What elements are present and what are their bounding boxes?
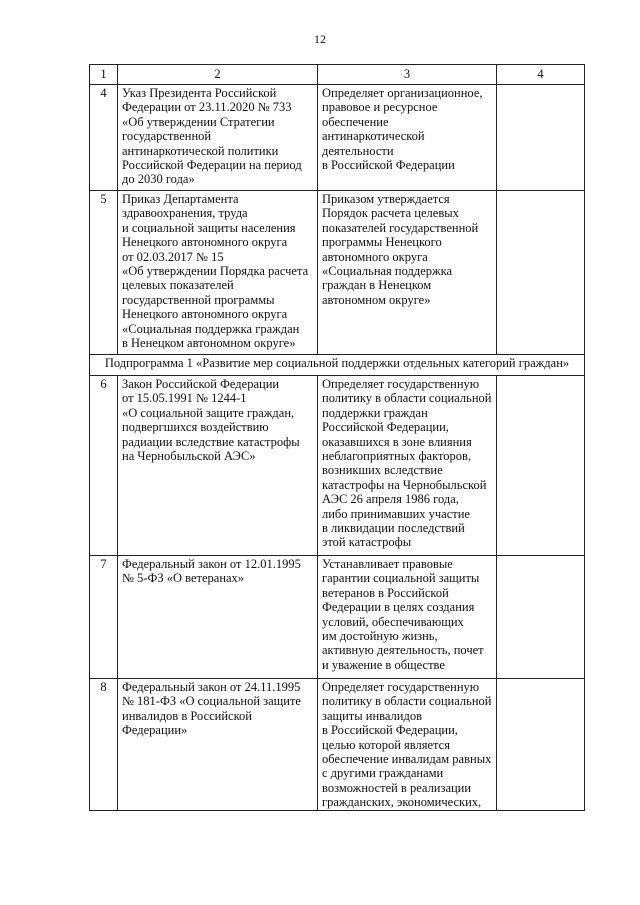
cell-line: возникших вследствие [322, 463, 443, 478]
note-cell [497, 85, 585, 191]
cell-line: автономного округа [322, 249, 428, 264]
cell-line: либо принимавших участие [322, 506, 470, 521]
cell-line: Российской Федерации, [322, 420, 449, 435]
cell-line: Федерации от 23.11.2020 № 733 [122, 100, 292, 115]
cell-line: государственной программы [122, 292, 275, 307]
cell-line: Приказ Департамента [122, 192, 239, 206]
document-name-cell [118, 85, 318, 191]
cell-line: обеспечение [322, 114, 389, 129]
note-cell [497, 376, 585, 556]
cell-line: Закон Российской Федерации [122, 377, 280, 391]
cell-line: подвергшихся воздействию [122, 420, 269, 435]
cell-line: ветеранов в Российской [322, 585, 449, 600]
cell-line: «Об утверждении Стратегии [122, 114, 275, 129]
document-name-cell [118, 191, 318, 355]
cell-line: защиты инвалидов [322, 708, 422, 723]
cell-line: Ненецкого автономного округа [122, 235, 288, 250]
cell-line: до 2030 года» [122, 172, 195, 187]
cell-line: Указ Президента Российской [122, 86, 277, 100]
table-row [90, 679, 585, 811]
cell-line: Приказом утверждается [322, 192, 450, 206]
column-header: 4 [497, 65, 585, 85]
cell-line: обеспечение инвалидам равных [322, 752, 492, 767]
row-number: 8 [90, 679, 118, 811]
cell-line: «Социальная поддержка [322, 264, 453, 279]
cell-line: поддержки граждан [322, 405, 428, 420]
note-cell [497, 191, 585, 355]
cell-line: граждан в Ненецком [322, 278, 432, 293]
cell-line: Федерации» [122, 723, 188, 738]
cell-line: Федеральный закон от 12.01.1995 [122, 557, 301, 571]
table-row [90, 85, 585, 191]
cell-line: правовое и ресурсное [322, 100, 438, 115]
cell-line: Федеральный закон от 24.11.1995 [122, 680, 301, 694]
cell-line: от 02.03.2017 № 15 [122, 249, 224, 264]
table-header-row [90, 65, 585, 85]
cell-line: в ликвидации последствий [322, 521, 465, 536]
cell-line: условий, обеспечивающих [322, 614, 464, 629]
document-table [89, 64, 585, 811]
cell-line: и уважение в обществе [322, 657, 445, 672]
cell-line: гражданских, экономических, [322, 795, 482, 810]
description-cell [318, 85, 497, 191]
row-number: 6 [90, 376, 118, 556]
cell-line: им достойную жизнь, [322, 629, 438, 644]
cell-line: «Социальная поддержка граждан [122, 321, 300, 336]
cell-line: Порядок расчета целевых [322, 206, 459, 221]
cell-line: неблагоприятных факторов, [322, 449, 472, 464]
cell-line: активную деятельность, почет [322, 643, 484, 658]
document-name-cell [118, 679, 318, 811]
cell-line: показателей государственной [322, 220, 479, 235]
cell-line: оказавшихся в зоне влияния [322, 434, 472, 449]
cell-line: в Ненецком автономном округе» [122, 336, 296, 351]
page-number: 12 [314, 32, 326, 46]
cell-line: антинаркотической [322, 129, 425, 144]
table-body [90, 65, 585, 811]
cell-line: инвалидов в Российской [122, 708, 252, 723]
document-name-cell [118, 376, 318, 556]
cell-line: политику в области социальной [322, 694, 492, 709]
cell-line: от 15.05.1991 № 1244-1 [122, 391, 247, 406]
cell-line: Ненецкого автономного округа [122, 307, 288, 322]
cell-line: радиации вследствие катастрофы [122, 434, 300, 449]
cell-line: здравоохранения, труда [122, 206, 248, 221]
description-cell [318, 191, 497, 355]
cell-line: «О социальной защите граждан, [122, 405, 295, 420]
cell-line: программы Ненецкого [322, 235, 442, 250]
cell-line: Определяет государственную [322, 680, 480, 694]
description-cell [318, 556, 497, 679]
cell-line: и социальной защиты населения [122, 220, 296, 235]
subprogram-title: Подпрограмма 1 «Развитие мер социальной поддержки отдельных категорий граждан» [90, 355, 585, 376]
column-header: 2 [118, 65, 318, 85]
description-cell [318, 679, 497, 811]
cell-line: деятельности [322, 143, 394, 158]
cell-line: катастрофы на Чернобыльской [322, 477, 487, 492]
cell-line: Российской Федерации на период [122, 158, 302, 173]
cell-line: целевых показателей [122, 278, 234, 293]
note-cell [497, 679, 585, 811]
document-name-cell [118, 556, 318, 679]
column-header: 3 [318, 65, 497, 85]
row-number: 4 [90, 85, 118, 191]
cell-line: возможностей в реализации [322, 780, 472, 795]
row-number: 7 [90, 556, 118, 679]
cell-line: с другими гражданами [322, 766, 444, 781]
cell-line: автономном округе» [322, 292, 431, 307]
cell-line: целью которой является [322, 737, 450, 752]
cell-line: гарантии социальной защиты [322, 571, 480, 586]
cell-line: № 5-ФЗ «О ветеранах» [122, 571, 245, 586]
cell-line: этой катастрофы [322, 535, 412, 550]
column-header: 1 [90, 65, 118, 85]
table-row [90, 191, 585, 355]
cell-line: № 181-ФЗ «О социальной защите [122, 694, 301, 709]
cell-line: Определяет организационное, [322, 86, 483, 100]
description-cell [318, 376, 497, 556]
cell-line: на Чернобыльской АЭС» [122, 449, 256, 464]
table-row [90, 376, 585, 556]
cell-line: Устанавливает правовые [322, 557, 453, 571]
cell-line: «Об утверждении Порядка расчета [122, 264, 309, 279]
note-cell [497, 556, 585, 679]
cell-line: в Российской Федерации [322, 158, 455, 173]
cell-line: Определяет государственную [322, 377, 480, 391]
cell-line: антинаркотической политики [122, 143, 279, 158]
cell-line: политику в области социальной [322, 391, 492, 406]
table-row [90, 556, 585, 679]
cell-line: в Российской Федерации, [322, 723, 458, 738]
cell-line: государственной [122, 129, 212, 144]
subprogram-row [90, 355, 585, 376]
cell-line: АЭС 26 апреля 1986 года, [322, 492, 459, 507]
cell-line: Федерации в целях создания [322, 600, 475, 615]
row-number: 5 [90, 191, 118, 355]
